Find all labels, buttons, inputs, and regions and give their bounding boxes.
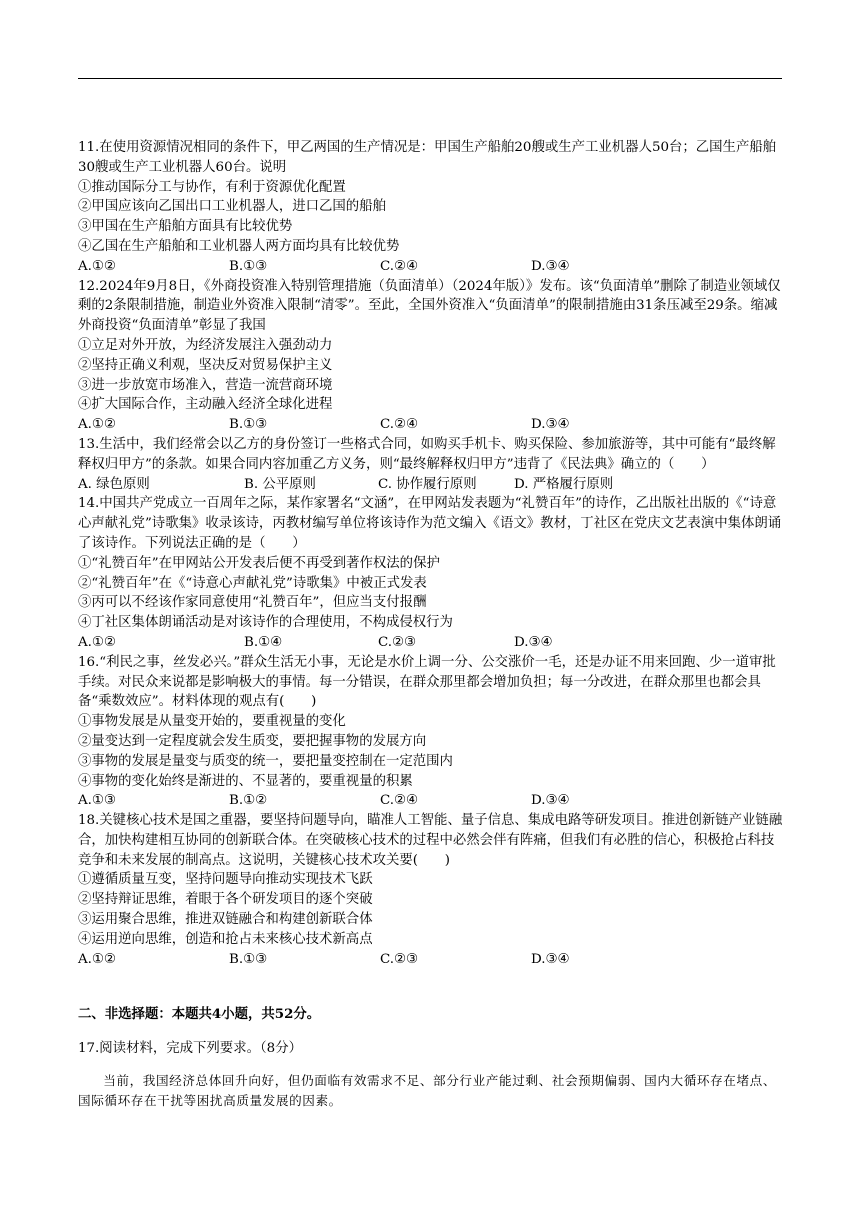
question-13 [78,435,784,494]
header-rule [78,78,782,79]
choice-c: C.②③ [378,634,417,650]
choice-c: C.②④ [380,417,419,433]
statement-4: ④丁社区集体朗诵活动是对该诗作的合理使用，不构成侵权行为 [78,615,453,631]
question-stem: 12.2024年9月8日，《外商投资准入特别管理措施（负面清单）（2024年版）》发布。该“负面清单”删除了制造业领域仅剩的2条限制措施，制造业外资准入限制“清零”。至此，全国外资准入“负面清单”的限制措施由31条压减至29条。缩减外商投资“负面清单”彰显了我国 [78,278,781,334]
choice-c: C.②④ [380,258,419,274]
material-paragraph: 当前，我国经济总体回升向好，但仍面临有效需求不足、部分行业产能过剩、社会预期偏弱、国内大循环存在堵点、国际循环存在干扰等困扰高质量发展的因素。 [78,1073,777,1108]
statement-4: ④乙国在生产船舶和工业机器人两方面均具有比较优势 [78,238,400,254]
choice-d: D.③④ [514,634,553,650]
choice-d: D.③④ [531,793,570,809]
choice-b: B.①③ [229,417,268,433]
statement-3: ③丙可以不经该作家同意使用“礼赞百年”，但应当支付报酬 [78,595,427,611]
question-11 [78,138,784,277]
question-12 [78,277,784,435]
question-stem: 13.生活中，我们经常会以乙方的身份签订一些格式合同，如购买手机卡、购买保险、参加旅游等，其中可能有“最终解释权归甲方”的条款。如果合同内容加重乙方义务，则“最终解释权归甲方”违背了《民法典》确立的（ ） [78,436,776,472]
statement-2: ②坚持辩证思维，着眼于各个研发项目的逐个突破 [78,892,373,908]
choice-d: D.③④ [531,417,570,433]
choice-d: D.③④ [531,258,570,274]
statement-1: ①遵循质量互变，坚持问题导向推动实现技术飞跃 [78,872,373,888]
statement-3: ③事物的发展是量变与质变的统一，要把量变控制在一定范围内 [78,753,453,769]
choice-b: B.①③ [229,258,268,274]
choice-b: B.①② [229,793,268,809]
question-18 [78,811,784,969]
choice-b: B.①③ [229,951,268,967]
statement-1: ①推动国际分工与协作，有利于资源优化配置 [78,179,346,195]
choice-d: D. 严格履行原则 [514,476,614,492]
choice-b: B.①④ [244,634,283,650]
answer-choices [78,257,784,277]
question-14 [78,494,784,652]
statement-3: ③甲国在生产船舶方面具有比较优势 [78,219,293,235]
statement-3: ③进一步放宽市场准入，营造一流营商环境 [78,377,333,393]
choice-a: A.①② [78,417,116,433]
statement-2: ②“礼赞百年”在《“诗意心声献礼党”诗歌集》中被正式发表 [78,575,427,591]
statement-2: ②坚持正确义利观，坚决反对贸易保护主义 [78,357,333,373]
statement-1: ①事物发展是从量变开始的，要重视量的变化 [78,714,346,730]
question-16 [78,653,784,811]
question-17-stem: 17.阅读材料，完成下列要求。（8分） [78,1040,302,1056]
statement-3: ③运用聚合思维，推进双链融合和构建创新联合体 [78,912,373,928]
question-stem: 11.在使用资源情况相同的条件下，甲乙两国的生产情况是：甲国生产船舶20艘或生产工业机器人50台；乙国生产船舶30艘或生产工业机器人60台。说明 [78,140,777,175]
answer-choices [78,791,784,811]
answer-choices [78,475,784,495]
choice-a: A.①② [78,951,116,967]
choice-c: C. 协作履行原则 [378,476,477,492]
question-stem: 18.关键核心技术是国之重器，要坚持问题导向，瞄准人工智能、量子信息、集成电路等研发项目。推进创新链产业链融合，加快构建相互协同的创新联合体。在突破核心技术的过程中必然会伴有阵痛，但我们有必胜的信心，积极抢占科技竞争和未来发展的制高点。这说明，关键核心技术攻关要( ) [78,813,783,868]
statement-1: ①“礼赞百年”在甲网站公开发表后便不再受到著作权法的保护 [78,555,440,571]
choice-a: A.①③ [78,793,116,809]
choice-b: B. 公平原则 [244,476,316,492]
choice-d: D.③④ [531,951,570,967]
choice-c: C.②④ [380,793,419,809]
exam-page [78,138,784,1123]
statement-4: ④运用逆向思维，创造和抢占未来核心技术新高点 [78,931,373,947]
question-stem: 14.中国共产党成立一百周年之际，某作家署名“文涵”，在甲网站发表题为“礼赞百年”的诗作，乙出版社出版的《“诗意心声献礼党”诗歌集》收录该诗，丙教材编写单位将该诗作为范文编入《语文》教材，丁社区在党庆文艺表演中集体朗诵了该诗作。下列说法正确的是（ ） [78,496,782,551]
statement-2: ②甲国应该向乙国出口工业机器人，进口乙国的船舶 [78,199,386,215]
answer-choices [78,950,784,970]
answer-choices [78,415,784,435]
statement-1: ①立足对外开放，为经济发展注入强劲动力 [78,337,333,353]
statement-4: ④扩大国际合作，主动融入经济全球化进程 [78,397,333,413]
choice-c: C.②③ [380,951,419,967]
choice-a: A. 绿色原则 [78,476,150,492]
choice-a: A.①② [78,258,116,274]
statement-2: ②量变达到一定程度就会发生质变，要把握事物的发展方向 [78,733,427,749]
choice-a: A.①② [78,634,116,650]
statement-4: ④事物的变化始终是渐进的、不显著的，要重视量的积累 [78,773,413,789]
question-stem: 16.“利民之事，丝发必兴。”群众生活无小事，无论是水价上调一分、公交涨价一毛，还是办证不用来回跑、少一道审批手续。对民众来说都是影响极大的事情。每一分错误，在群众那里都会增加负担；每一分改进，在群众那里也都会具备“乘数效应”。材料体现的观点有( ) [78,654,776,710]
section-heading: 二、非选择题：本题共4小题，共52分。 [78,1006,321,1023]
answer-choices [78,633,784,653]
